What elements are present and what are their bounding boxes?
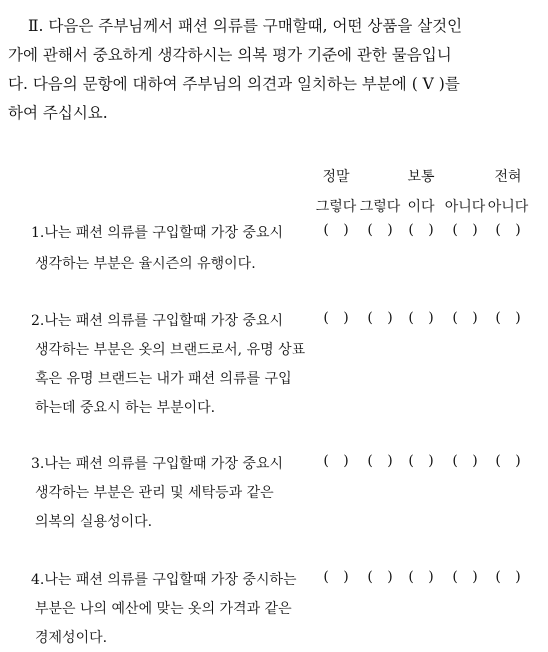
answer-checkbox[interactable]: ( ) xyxy=(452,222,483,238)
answer-checkbox[interactable]: ( ) xyxy=(367,453,398,469)
scale-label-not-at-all: 전혀 xyxy=(494,169,522,185)
question-text: 의복의 실용성이다. xyxy=(35,514,153,530)
answer-checkbox[interactable]: ( ) xyxy=(452,569,483,585)
question-text: 3.나는 패션 의류를 구입할때 가장 중요시 xyxy=(31,456,283,472)
scale-option-1: 그렇다 xyxy=(315,199,357,215)
answer-checkbox[interactable]: ( ) xyxy=(367,310,398,326)
answer-checkbox[interactable]: ( ) xyxy=(323,222,354,238)
answer-checkbox[interactable]: ( ) xyxy=(323,310,354,326)
question-text: 경제성이다. xyxy=(35,630,108,646)
survey-instructions xyxy=(8,12,538,128)
instruction-line: 하여 주십시요. xyxy=(8,104,108,122)
instruction-line: 다. 다음의 문항에 대하여 주부님의 의견과 일치하는 부분에 ( V )를 xyxy=(8,75,460,93)
answer-checkbox[interactable]: ( ) xyxy=(495,222,526,238)
question-text: 하는데 중요시 하는 부분이다. xyxy=(35,400,216,416)
question-text: 생각하는 부분은 옷의 브랜드로서, 유명 상표 xyxy=(35,342,306,358)
answer-checkbox[interactable]: ( ) xyxy=(367,569,398,585)
answer-checkbox[interactable]: ( ) xyxy=(495,310,526,326)
answer-checkbox[interactable]: ( ) xyxy=(495,453,526,469)
question-text: 2.나는 패션 의류를 구입할때 가장 중요시 xyxy=(31,313,283,329)
answer-checkbox[interactable]: ( ) xyxy=(408,453,439,469)
answer-checkbox[interactable]: ( ) xyxy=(323,453,354,469)
instruction-line: Ⅱ. 다음은 주부님께서 패션 의류를 구매할때, 어떤 상품을 살것인 xyxy=(28,17,463,35)
scale-label-neutral: 보통 xyxy=(407,169,435,185)
answer-checkbox[interactable]: ( ) xyxy=(408,222,439,238)
answer-checkbox[interactable]: ( ) xyxy=(367,222,398,238)
scale-option-5: 아니다 xyxy=(487,199,529,215)
response-scale-header xyxy=(0,162,548,222)
question-text: 부분은 나의 예산에 맞는 옷의 가격과 같은 xyxy=(35,601,292,617)
answer-checkbox[interactable]: ( ) xyxy=(408,569,439,585)
scale-label-strongly: 정말 xyxy=(322,169,350,185)
instruction-line: 가에 관해서 중요하게 생각하시는 의복 평가 기준에 관한 물음입니 xyxy=(8,46,452,64)
scale-option-4: 아니다 xyxy=(444,199,486,215)
answer-checkbox[interactable]: ( ) xyxy=(408,310,439,326)
question-text: 생각하는 부분은 관리 및 세탁등과 같은 xyxy=(35,485,274,501)
answer-checkbox[interactable]: ( ) xyxy=(323,569,354,585)
scale-option-2: 그렇다 xyxy=(359,199,401,215)
scale-option-3: 이다 xyxy=(407,199,435,215)
question-text: 생각하는 부분은 율시즌의 유행이다. xyxy=(35,256,256,272)
answer-checkbox[interactable]: ( ) xyxy=(452,310,483,326)
answer-checkbox[interactable]: ( ) xyxy=(452,453,483,469)
question-text: 1.나는 패션 의류를 구입할때 가장 중요시 xyxy=(31,225,283,241)
question-text: 혹은 유명 브랜드는 내가 패션 의류를 구입 xyxy=(35,371,292,387)
answer-checkbox[interactable]: ( ) xyxy=(495,569,526,585)
question-text: 4.나는 패션 의류를 구입할때 가장 중시하는 xyxy=(31,572,297,588)
